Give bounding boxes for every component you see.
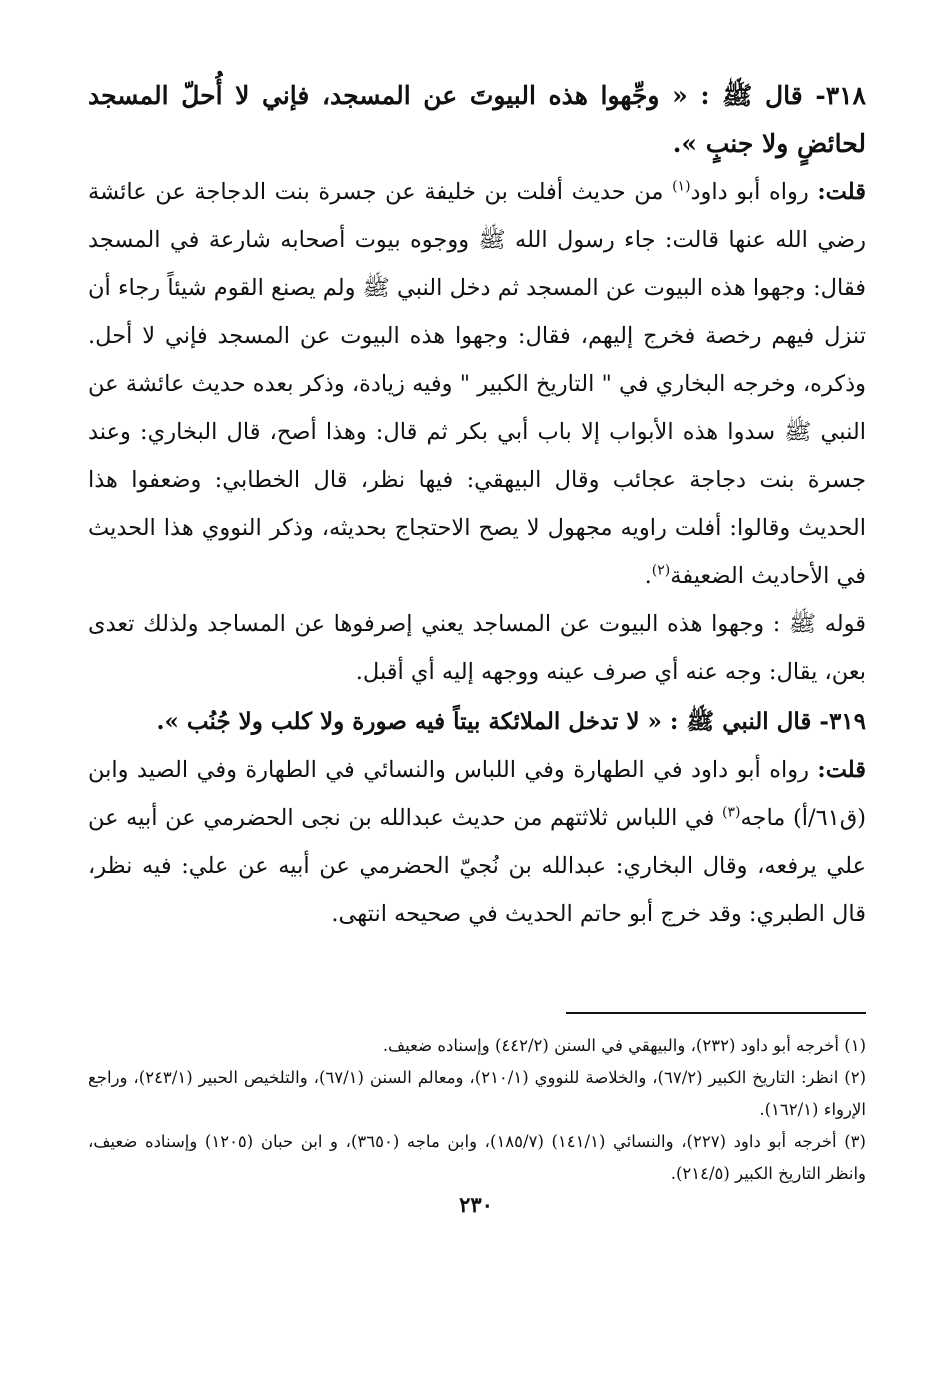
hadith-319-heading: ٣١٩- قال النبي ﷺ : « لا تدخل الملائكة بيتاً فيه صورة ولا كلب ولا جُنُب ». [156,708,866,735]
commentary-lead: قلت: [817,757,866,783]
commentary-text: في اللباس ثلاثتهم من حديث عبدالله بن نجى الحضرمي عن أبيه عن علي يرفعه، وقال البخاري: عبدالله بن نُجيّ الحضرمي عن أبيه عن علي: فيه نظر، قال الطبري: وقد خرج أبو حاتم الحديث في صحيحه انتهى. [88,805,866,927]
book-page [88,72,866,1336]
footnote-ref: (٣) [722,804,741,821]
page-number: ٢٣٠ [459,1192,493,1217]
commentary-text: رواه أبو داود [690,179,818,205]
hadith-319-commentary [88,746,866,938]
footnotes [88,1030,866,1190]
hadith-318-explanation: قوله ﷺ : وجهوا هذه البيوت عن المساجد يعني إصرفوها عن المساجد ولذلك تعدى بعن، يقال: وجه عنه أي صرف عينه ووجهه إليه أي أقبل. [88,611,866,685]
footnote-1: (١) أخرجه أبو داود (٢٣٢)، والبيهقي في السنن (٤٤٢/٢) وإسناده ضعيف. [382,1036,866,1055]
footnote-ref: (٢) [651,562,671,579]
commentary-text: رواه أبو داود في الطهارة وفي اللباس والنسائي في الطهارة وفي الصيد وابن (ق٦١/أ) ماجه [88,757,866,831]
commentary-text: . [644,563,652,589]
hadith-318-commentary [88,168,866,600]
footnote-2: (٢) انظر: التاريخ الكبير (٦٧/٢)، والخلاصة للنووي (٢١٠/١)، ومعالم السنن (٦٧/١)، والتلخيص الحبير (٢٤٣/١)، وراجع الإرواء (١٦٢/١). [88,1068,867,1119]
commentary-text: من حديث أفلت بن خليفة عن جسرة بنت الدجاجة عن عائشة رضي الله عنها قالت: جاء رسول الله ﷺ ووجوه بيوت أصحابه شارعة في المسجد فقال: وجهوا هذه البيوت عن المسجد ثم دخل النبي ﷺ ولم يصنع القوم شيئاً رجاء أن تنزل فيهم رخصة فخرج إليهم، فقال: وجهوا هذه البيوت عن المسجد فإني لا أحل. وذكره، وخرجه البخاري في " التاريخ الكبير " وفيه زيادة، وذكر بعده حديث عائشة عن النبي ﷺ سدوا هذه الأبواب إلا باب أبي بكر ثم قال: وهذا أصح، قال البخاري: وعند جسرة بنت دجاجة عجائب وقال البيهقي: فيها نظر، قال الخطابي: وضعفوا هذا الحديث وقالوا: أفلت راويه مجهول لا يصح الاحتجاج بحديثه، وذكر النووي هذا الحديث في الأحاديث الضعيفة [88,179,866,589]
footnote-separator [566,1012,866,1014]
footnote-ref: (١) [672,178,691,195]
footnote-3: (٣) أخرجه أبو داود (٢٢٧)، والنسائي (١٤١/١) (١٨٥/٧)، وابن ماجه (٣٦٥٠)، و ابن حبان (١٢٠٥) وإسناده ضعيف، وانظر التاريخ الكبير (٢١٤/٥). [88,1132,866,1183]
hadith-318-heading: ٣١٨- قال ﷺ : « وجِّهوا هذه البيوتَ عن المسجد، فإني لا أُحلّ المسجد لحائضٍ ولا جنبٍ ». [88,81,866,158]
commentary-lead: قلت: [817,179,866,205]
